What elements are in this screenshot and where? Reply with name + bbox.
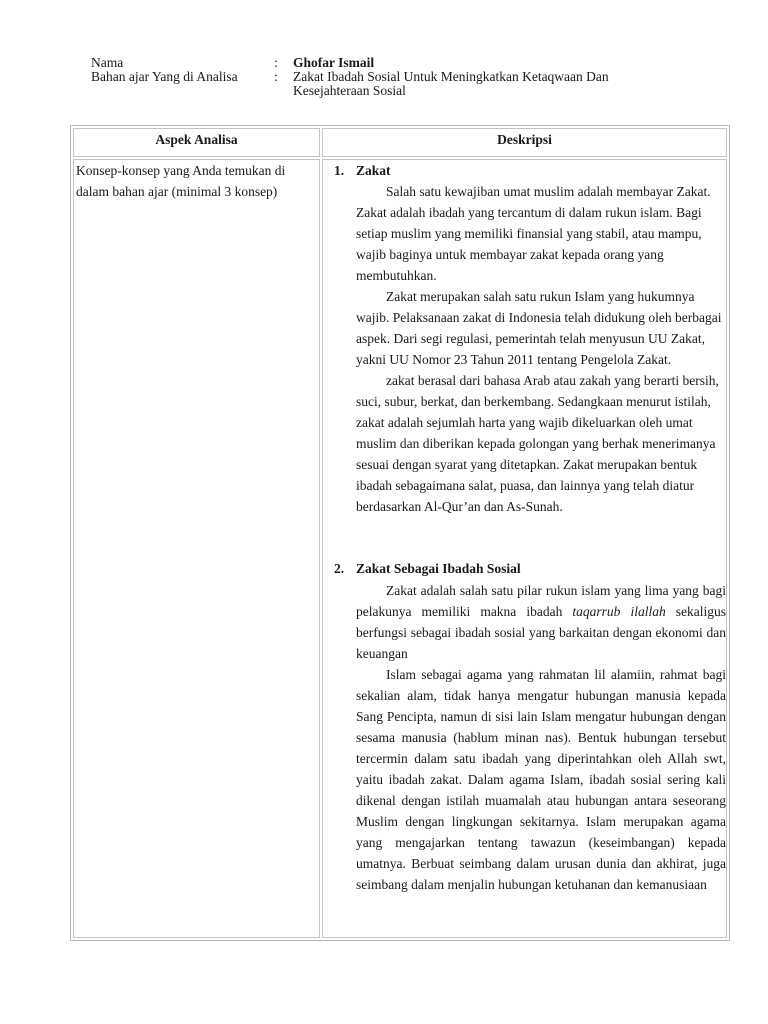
aspect-text: Konsep-konsep yang Anda temukan di dalam bahan ajar (minimal 3 konsep) [76, 163, 286, 199]
section-2-heading [323, 559, 723, 579]
name-separator: : [274, 55, 278, 70]
name-value: Ghofar Ismail [293, 55, 375, 70]
column-header-description: Deskripsi [322, 128, 727, 157]
name-row [91, 56, 673, 70]
section-2-paragraph-2: Islam sebagai agama yang rahmatan lil alamiin, rahmat bagi sekalian alam, tidak hanya mengatur hubungan manusia kepada Sang Pencipta, namun di sisi lain Islam mengatur hubungan dengan sesama manusia (hablum minan nas). Bentuk hubungan tersebut tercermin dalam satu ibadah yang diperintahkan oleh Allah swt, yaitu ibadah zakat. Dalam agama Islam, ibadah sosial sering kali dikenal dengan istilah muamalah atau hubungan antara seseorang Muslim dengan lingkungan sekitarnya. Islam merupakan agama yang mengajarkan tentang tawazun (keseimbangan) kepada umatnya. Berbuat seimbang dalam urusan dunia dan akhirat, juga seimbang dalam menjalin hubungan ketuhanan dan kemanusiaan [356, 667, 726, 892]
section-1-body [356, 181, 726, 517]
section-1-title: Zakat [356, 163, 391, 178]
section-2-paragraph-1 [356, 580, 726, 664]
section-1-heading [323, 161, 723, 181]
column-header-aspect: Aspek Analisa [73, 128, 320, 157]
section-2-p1-text: Zakat adalah salah satu pilar rukun islam yang lima yang bagi pelakunya memiliki makna ibadah [356, 583, 726, 619]
name-label: Nama [91, 55, 124, 70]
section-2-p1-italic: taqarrub ilallah [572, 604, 666, 619]
material-value-line2: Kesejahteraan Sosial [293, 83, 406, 98]
material-label: Bahan ajar Yang di Analisa [91, 69, 238, 84]
material-value [293, 70, 673, 98]
material-row [91, 70, 673, 98]
section-1-paragraph: zakat berasal dari bahasa Arab atau zakah yang berarti bersih, suci, subur, berkat, dan berkembang. Sedangkaan menurut istilah, zakat adalah sejumlah harta yang wajib dikeluarkan oleh umat muslim dan diberikan kepada golongan yang berhak menerimanya sesuai dengan syarat yang ditetapkan. Zakat merupakan bentuk ibadah sebagaimana salat, puasa, dan lainnya yang telah diatur berdasarkan Al-Qur’an dan As-Sunah. [356, 373, 719, 514]
section-1-paragraph: Salah satu kewajiban umat muslim adalah membayar Zakat. Zakat adalah ibadah yang tercantum di dalam rukun islam. Bagi setiap muslim yang memiliki finansial yang stabil, atau mampu, wajib baginya untuk membayar zakat kepada orang yang membutuhkan. [356, 184, 711, 283]
section-2-title: Zakat Sebagai Ibadah Sosial [356, 561, 521, 576]
material-separator: : [274, 69, 278, 84]
aspect-cell [73, 159, 320, 938]
section-2-body [356, 580, 726, 895]
section-1-paragraph: Zakat merupakan salah satu rukun Islam yang hukumnya wajib. Pelaksanaan zakat di Indonesia telah didukung oleh berbagai aspek. Dari segi regulasi, pemerintah telah menyusun UU Zakat, yakni UU Nomor 23 Tahun 2011 tentang Pengelola Zakat. [356, 289, 722, 367]
description-cell [322, 159, 727, 938]
analysis-table [70, 125, 730, 941]
document-header [91, 56, 673, 98]
material-value-line1: Zakat Ibadah Sosial Untuk Meningkatkan Ketaqwaan Dan [293, 69, 609, 84]
section-2-number: 2. [334, 561, 345, 576]
section-2-p1-text-after: sekaligus berfungsi sebagai ibadah sosial yang barkaitan dengan ekonomi dan keuangan [356, 604, 726, 661]
section-1-number: 1. [334, 163, 345, 178]
